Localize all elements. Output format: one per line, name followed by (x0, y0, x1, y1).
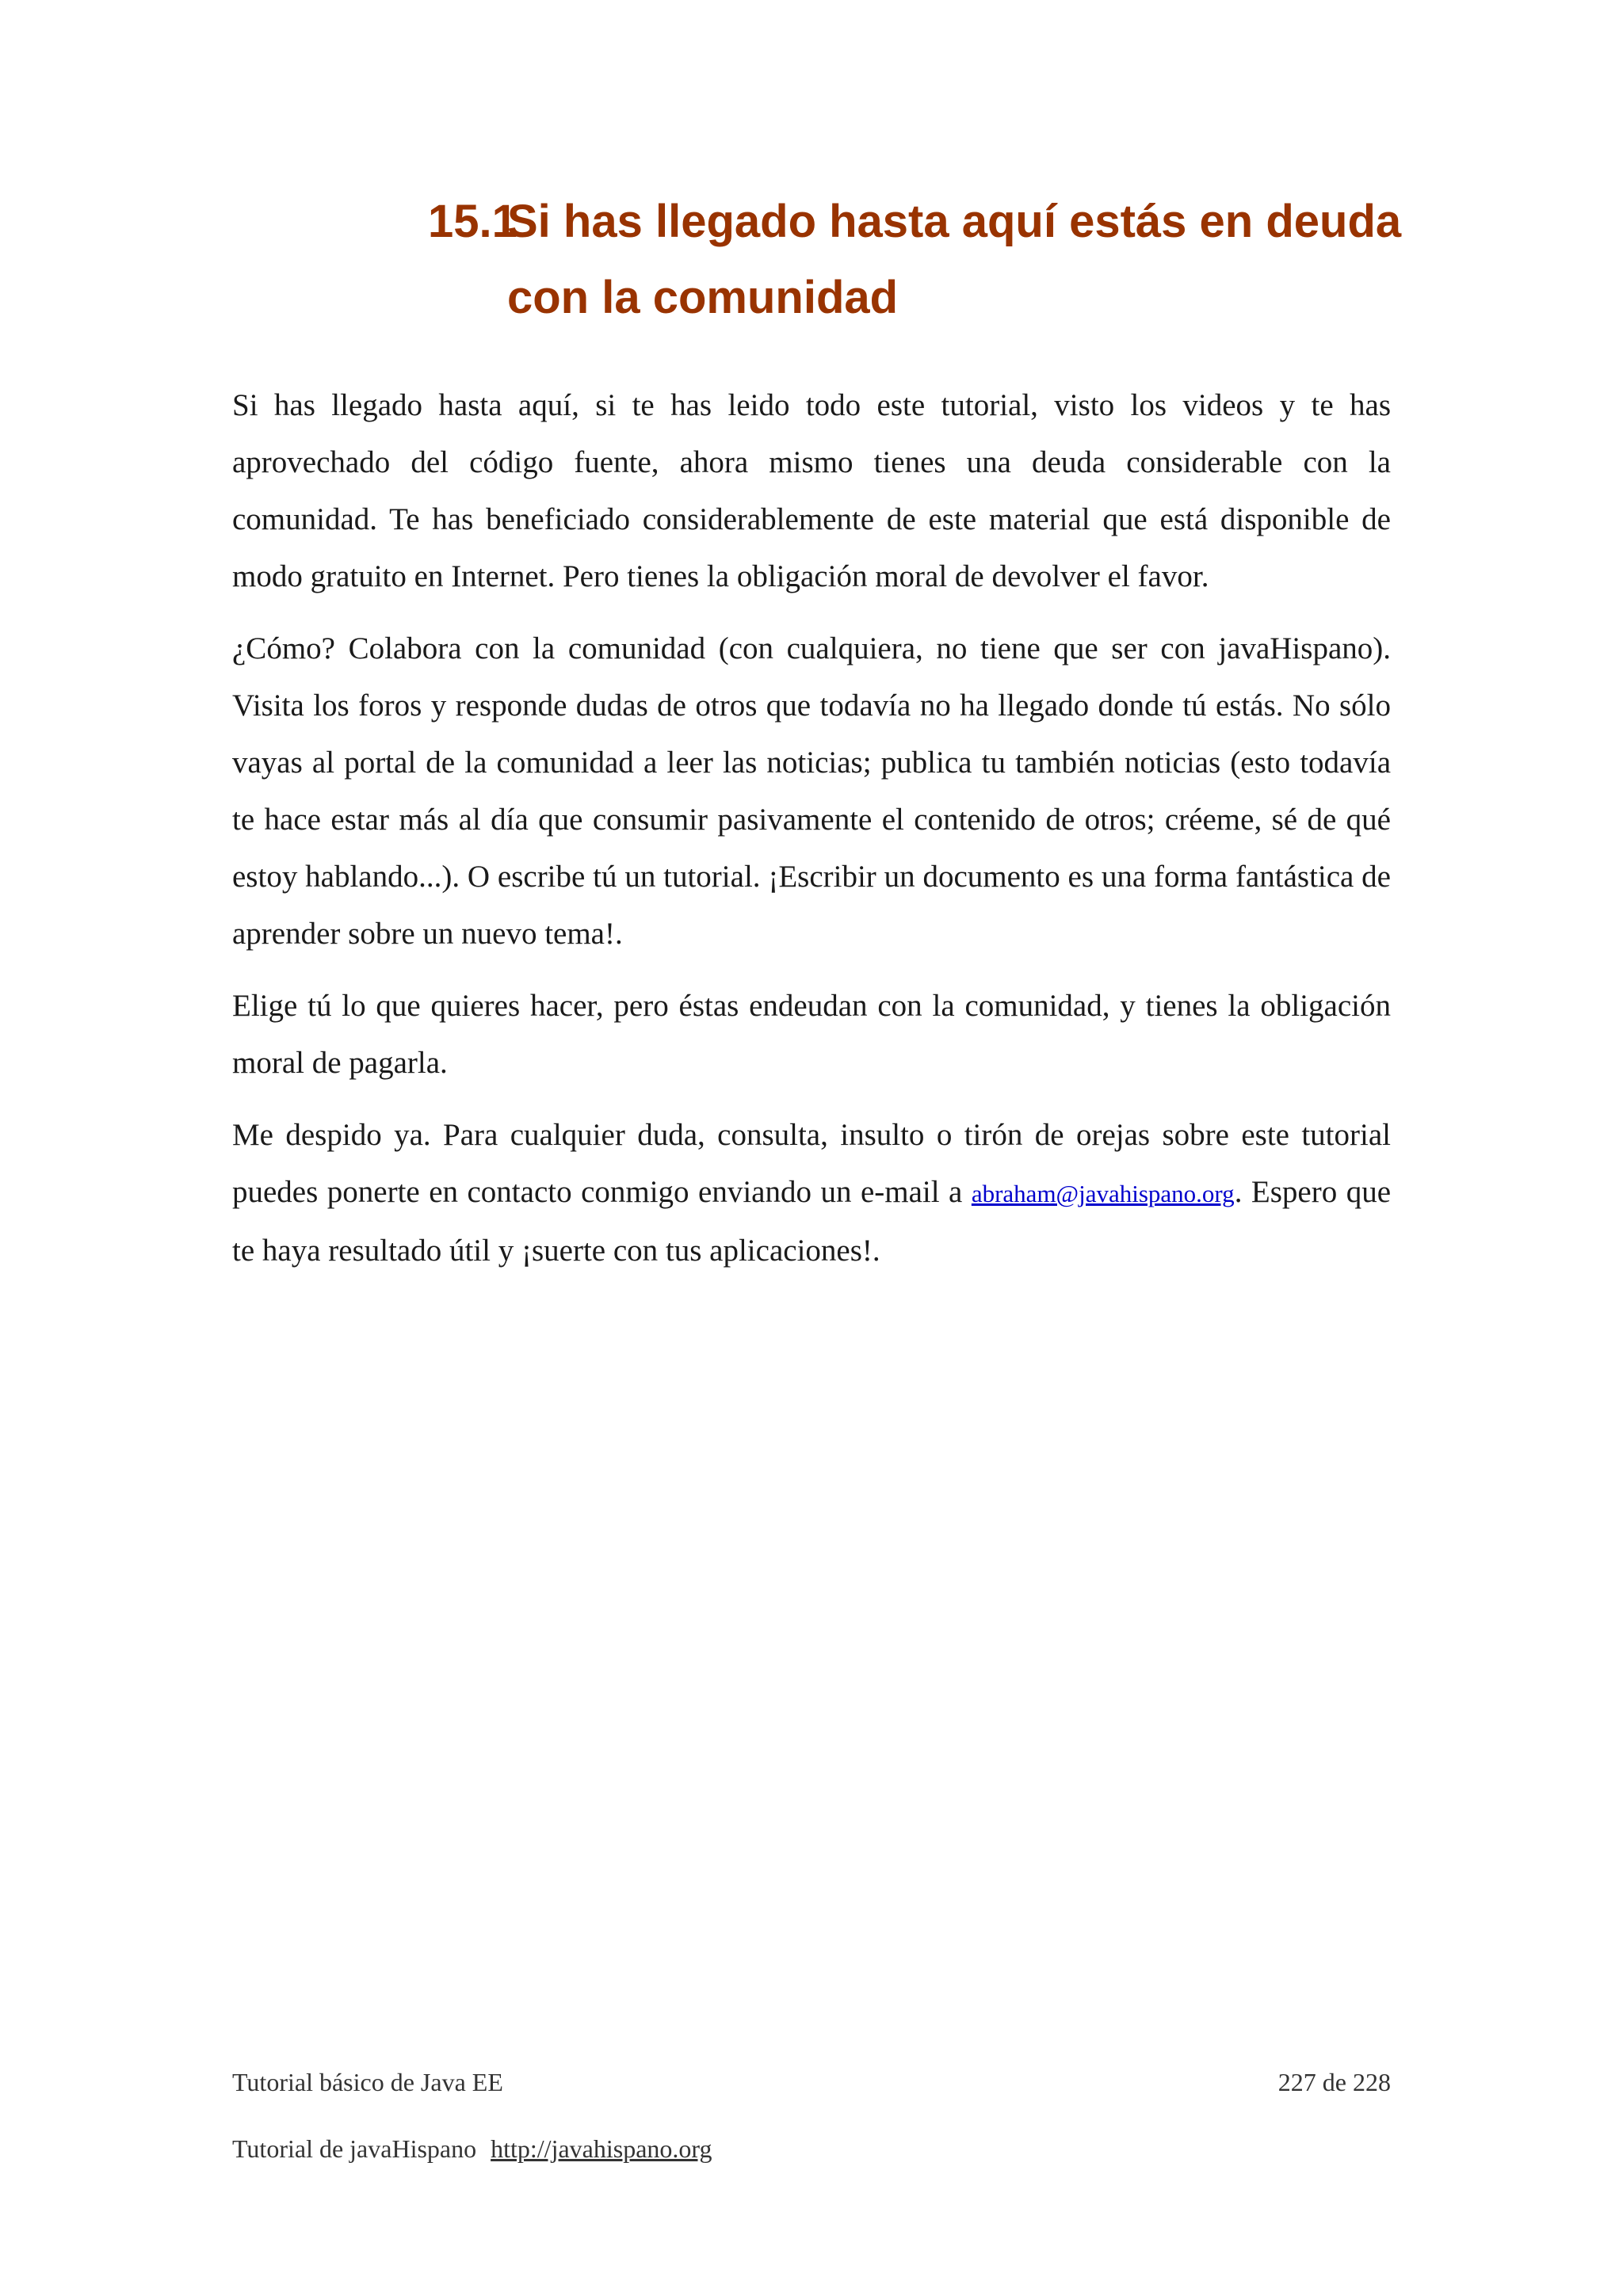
section-title-line-1: Si has llegado hasta aquí estás en deuda (507, 196, 1402, 247)
footer-url-link[interactable]: http://javahispano.org (491, 2134, 712, 2163)
closing-text-before: Me despido ya. Para cualquier duda, consulta, insulto o tirón de orejas sobre este tutorial puedes ponerte en contacto conmigo enviando un e-mail a (232, 1118, 1391, 1209)
paragraph-4 (232, 1107, 1391, 1280)
section-title-line-2: con la comunidad (507, 272, 899, 323)
section-number: 15.1 (428, 196, 517, 247)
section-heading (428, 184, 1411, 336)
paragraph-1: Si has llegado hasta aquí, si te has leido todo este tutorial, visto los videos y te has aprovechado del código fuente, ahora mismo tienes una deuda considerable con la comunidad. Te has beneficiado considerablemente de este material que está disponible de modo gratuito en Internet. Pero tienes la obligación moral de devolver el favor. (232, 388, 1391, 593)
paragraph-2: ¿Cómo? Colabora con la comunidad (con cualquiera, no tiene que ser con javaHispano). Visita los foros y responde dudas de otros que todavía no ha llegado donde tú estás. No sólo vayas al portal de la comunidad a leer las noticias; publica tu también noticias (esto todavía te hace estar más al día que consumir pasivamente el contenido de otros; créeme, sé de qué estoy hablando...). O escribe tú un tutorial. ¡Escribir un documento es una forma fantástica de aprender sobre un nuevo tema!. (232, 631, 1391, 951)
footer-row-2 (232, 2134, 1391, 2164)
footer-publisher: Tutorial de javaHispano (232, 2134, 477, 2163)
closing-text-after: . Espero que te haya resultado útil y ¡suerte con tus aplicaciones!. (232, 1175, 1392, 1268)
footer-page-number: 227 de 228 (1277, 2068, 1391, 2096)
body-text (232, 377, 1391, 1295)
paragraph-3: Elige tú lo que quieres hacer, pero éstas endeudan con la comunidad, y tienes la obligación moral de pagarla. (232, 989, 1391, 1080)
email-link[interactable]: abraham@javahispano.org (971, 1180, 1235, 1207)
footer-doc-title: Tutorial básico de Java EE (232, 2068, 503, 2096)
footer-row-1 (232, 2068, 1391, 2097)
